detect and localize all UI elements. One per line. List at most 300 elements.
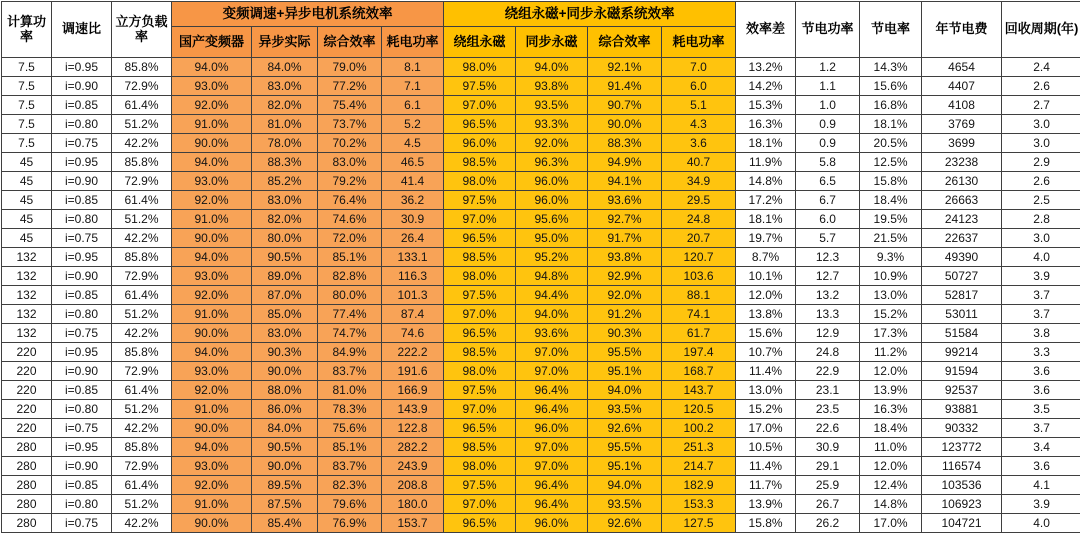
cell: 97.0% (444, 210, 516, 229)
cell: 83.7% (318, 457, 382, 476)
cell: 94.0% (588, 381, 662, 400)
cell: 16.3% (860, 400, 922, 419)
table-row (2, 495, 1080, 514)
cell: i=0.75 (52, 514, 112, 533)
cell: 88.1 (662, 286, 736, 305)
cell: i=0.95 (52, 343, 112, 362)
cell: 96.5% (444, 514, 516, 533)
cell: 99214 (922, 343, 1002, 362)
cell: 5.1 (662, 96, 736, 115)
cell: 75.6% (318, 419, 382, 438)
cell: 10.1% (736, 267, 796, 286)
cell: 87.5% (252, 495, 318, 514)
cell: 85.8% (112, 248, 172, 267)
cell: 2.9 (1002, 153, 1080, 172)
cell: 92.0% (172, 191, 252, 210)
cell: 18.1% (736, 210, 796, 229)
table-row (2, 77, 1080, 96)
cell: 3.7 (1002, 286, 1080, 305)
cell: 74.1 (662, 305, 736, 324)
col-header-sync-pm: 同步永磁 (516, 27, 588, 58)
cell: 3.8 (1002, 324, 1080, 343)
table-row (2, 229, 1080, 248)
cell: 94.0% (588, 476, 662, 495)
cell: 7.5 (2, 96, 52, 115)
cell: i=0.75 (52, 229, 112, 248)
cell: 191.6 (382, 362, 444, 381)
table-row (2, 191, 1080, 210)
cell: 72.9% (112, 267, 172, 286)
cell: 11.7% (736, 476, 796, 495)
cell: 94.8% (516, 267, 588, 286)
cell: 61.4% (112, 286, 172, 305)
cell: 3.7 (1002, 305, 1080, 324)
cell: 95.1% (588, 457, 662, 476)
cell: 143.9 (382, 400, 444, 419)
cell: 116574 (922, 457, 1002, 476)
cell: 96.4% (516, 400, 588, 419)
cell: 76.9% (318, 514, 382, 533)
cell: 208.8 (382, 476, 444, 495)
cell: 24.8 (662, 210, 736, 229)
table-row (2, 324, 1080, 343)
cell: 166.9 (382, 381, 444, 400)
cell: 81.0% (252, 115, 318, 134)
cell: 90.0% (172, 324, 252, 343)
cell: 94.0% (516, 305, 588, 324)
cell: 222.2 (382, 343, 444, 362)
cell: 3.7 (1002, 419, 1080, 438)
table-row (2, 400, 1080, 419)
cell: 78.0% (252, 134, 318, 153)
cell: 83.0% (318, 153, 382, 172)
cell: 79.6% (318, 495, 382, 514)
cell: 2.5 (1002, 191, 1080, 210)
cell: 3.0 (1002, 115, 1080, 134)
cell: 88.3% (252, 153, 318, 172)
table-row (2, 58, 1080, 77)
cell: i=0.80 (52, 210, 112, 229)
cell: 92.0% (588, 286, 662, 305)
cell: 93.8% (516, 77, 588, 96)
cell: 13.2 (796, 286, 860, 305)
cell: 85.0% (252, 305, 318, 324)
cell: 94.1% (588, 172, 662, 191)
cell: 90.0% (172, 134, 252, 153)
cell: 98.5% (444, 248, 516, 267)
cell: 86.0% (252, 400, 318, 419)
col-header-efficiency-difference: 效率差 (736, 2, 796, 58)
cell: 14.2% (736, 77, 796, 96)
cell: 51.2% (112, 115, 172, 134)
cell: 92.9% (588, 267, 662, 286)
cell: 12.0% (736, 286, 796, 305)
cell: 80.0% (252, 229, 318, 248)
col-header-computed-power: 计算功率 (2, 2, 52, 58)
cell: 84.0% (252, 419, 318, 438)
cell: i=0.80 (52, 495, 112, 514)
cell: 2.6 (1002, 172, 1080, 191)
cell: 132 (2, 324, 52, 343)
cell: 12.5% (860, 153, 922, 172)
cell: 1.2 (796, 58, 860, 77)
cell: 153.7 (382, 514, 444, 533)
cell: 82.8% (318, 267, 382, 286)
cell: 75.4% (318, 96, 382, 115)
cell: 92.0% (516, 134, 588, 153)
table-row (2, 343, 1080, 362)
cell: 5.8 (796, 153, 860, 172)
cell: 8.7% (736, 248, 796, 267)
cell: 61.4% (112, 96, 172, 115)
cell: 180.0 (382, 495, 444, 514)
cell: 4108 (922, 96, 1002, 115)
cell: 93.5% (516, 96, 588, 115)
cell: 96.5% (444, 115, 516, 134)
cell: i=0.85 (52, 96, 112, 115)
cell: 83.0% (252, 77, 318, 96)
cell: 51.2% (112, 305, 172, 324)
cell: 132 (2, 248, 52, 267)
cell: 90.5% (252, 438, 318, 457)
cell: 280 (2, 495, 52, 514)
cell: 82.0% (252, 96, 318, 115)
cell: 96.5% (444, 229, 516, 248)
cell: 97.0% (516, 438, 588, 457)
cell: 91.0% (172, 400, 252, 419)
cell: 90332 (922, 419, 1002, 438)
cell: 4.0 (1002, 248, 1080, 267)
cell: 220 (2, 343, 52, 362)
cell: 4.0 (1002, 514, 1080, 533)
cell: 0.9 (796, 134, 860, 153)
cell: 1.0 (796, 96, 860, 115)
cell: 97.0% (444, 305, 516, 324)
cell: 4.1 (1002, 476, 1080, 495)
cell: i=0.85 (52, 191, 112, 210)
cell: 280 (2, 438, 52, 457)
cell: 85.8% (112, 153, 172, 172)
cell: 97.0% (516, 362, 588, 381)
cell: 22637 (922, 229, 1002, 248)
cell: 96.0% (516, 172, 588, 191)
cell: 6.5 (796, 172, 860, 191)
cell: 40.7 (662, 153, 736, 172)
cell: i=0.90 (52, 457, 112, 476)
cell: 91.0% (172, 495, 252, 514)
cell: 87.0% (252, 286, 318, 305)
cell: 94.0% (516, 58, 588, 77)
cell: 91.0% (172, 210, 252, 229)
cell: 83.0% (252, 191, 318, 210)
cell: 51.2% (112, 495, 172, 514)
cell: 106923 (922, 495, 1002, 514)
cell: 51584 (922, 324, 1002, 343)
group-header-vfd-async-system-efficiency: 变频调速+异步电机系统效率 (172, 2, 444, 27)
cell: 280 (2, 476, 52, 495)
cell: 85.1% (318, 248, 382, 267)
cell: 0.9 (796, 115, 860, 134)
cell: 74.7% (318, 324, 382, 343)
cell: i=0.95 (52, 153, 112, 172)
cell: 93881 (922, 400, 1002, 419)
cell: 46.5 (382, 153, 444, 172)
cell: 30.9 (796, 438, 860, 457)
cell: 24.8 (796, 343, 860, 362)
cell: 20.7 (662, 229, 736, 248)
table-row (2, 115, 1080, 134)
col-header-saving-rate: 节电率 (860, 2, 922, 58)
cell: 19.5% (860, 210, 922, 229)
cell: 91.7% (588, 229, 662, 248)
cell: i=0.85 (52, 476, 112, 495)
cell: 11.4% (736, 457, 796, 476)
cell: 7.5 (2, 58, 52, 77)
cell: 45 (2, 191, 52, 210)
cell: 90.7% (588, 96, 662, 115)
cell: 11.9% (736, 153, 796, 172)
cell: 45 (2, 153, 52, 172)
cell: 13.9% (736, 495, 796, 514)
cell: 3.6 (1002, 381, 1080, 400)
cell: 92.6% (588, 419, 662, 438)
cell: 42.2% (112, 134, 172, 153)
cell: 91.0% (172, 305, 252, 324)
cell: 120.7 (662, 248, 736, 267)
cell: 123772 (922, 438, 1002, 457)
cell: 94.0% (172, 438, 252, 457)
cell: 61.4% (112, 381, 172, 400)
cell: 61.7 (662, 324, 736, 343)
col-header-cubic-load-rate: 立方负载率 (112, 2, 172, 58)
cell: i=0.90 (52, 172, 112, 191)
col-header-payback-period-years: 回收周期(年) (1002, 2, 1080, 58)
cell: 7.5 (2, 77, 52, 96)
cell: 94.0% (172, 58, 252, 77)
cell: 3.9 (1002, 495, 1080, 514)
cell: 36.2 (382, 191, 444, 210)
cell: i=0.90 (52, 267, 112, 286)
efficiency-comparison-table (1, 1, 1080, 533)
cell: 26.2 (796, 514, 860, 533)
cell: 4654 (922, 58, 1002, 77)
cell: i=0.90 (52, 77, 112, 96)
col-header-power-consumption-pm: 耗电功率 (662, 27, 736, 58)
cell: 97.0% (444, 96, 516, 115)
cell: 45 (2, 210, 52, 229)
cell: 132 (2, 305, 52, 324)
cell: 13.0% (860, 286, 922, 305)
cell: 70.2% (318, 134, 382, 153)
cell: 77.4% (318, 305, 382, 324)
table-row (2, 457, 1080, 476)
table-row (2, 476, 1080, 495)
cell: 90.0% (252, 362, 318, 381)
cell: 24123 (922, 210, 1002, 229)
cell: 98.5% (444, 153, 516, 172)
cell: i=0.95 (52, 58, 112, 77)
cell: 3.0 (1002, 229, 1080, 248)
cell: 220 (2, 362, 52, 381)
cell: 42.2% (112, 229, 172, 248)
cell: 88.0% (252, 381, 318, 400)
cell: 280 (2, 514, 52, 533)
cell: 89.5% (252, 476, 318, 495)
cell: 214.7 (662, 457, 736, 476)
cell: 92.6% (588, 514, 662, 533)
cell: 15.2% (736, 400, 796, 419)
cell: 132 (2, 286, 52, 305)
cell: 94.4% (516, 286, 588, 305)
cell: 282.2 (382, 438, 444, 457)
cell: 45 (2, 229, 52, 248)
cell: 94.0% (172, 343, 252, 362)
cell: i=0.80 (52, 305, 112, 324)
cell: 96.0% (444, 134, 516, 153)
cell: 132 (2, 267, 52, 286)
cell: i=0.75 (52, 324, 112, 343)
cell: 23.1 (796, 381, 860, 400)
cell: 93.0% (172, 172, 252, 191)
cell: 13.2% (736, 58, 796, 77)
cell: 7.5 (2, 134, 52, 153)
cell: 93.8% (588, 248, 662, 267)
cell: 2.6 (1002, 77, 1080, 96)
cell: 15.2% (860, 305, 922, 324)
cell: 92.0% (172, 286, 252, 305)
cell: 3769 (922, 115, 1002, 134)
cell: 95.2% (516, 248, 588, 267)
cell: 19.7% (736, 229, 796, 248)
cell: 6.0 (796, 210, 860, 229)
cell: 85.8% (112, 58, 172, 77)
cell: 26663 (922, 191, 1002, 210)
cell: 104721 (922, 514, 1002, 533)
cell: 3.5 (1002, 400, 1080, 419)
cell: 90.0% (172, 514, 252, 533)
cell: 94.9% (588, 153, 662, 172)
cell: 26.7 (796, 495, 860, 514)
cell: 120.5 (662, 400, 736, 419)
cell: i=0.85 (52, 286, 112, 305)
cell: 280 (2, 457, 52, 476)
cell: 96.5% (444, 324, 516, 343)
cell: 42.2% (112, 324, 172, 343)
cell: 26130 (922, 172, 1002, 191)
cell: 83.7% (318, 362, 382, 381)
cell: 143.7 (662, 381, 736, 400)
cell: 23.5 (796, 400, 860, 419)
cell: 95.6% (516, 210, 588, 229)
cell: 96.0% (516, 514, 588, 533)
cell: 93.6% (516, 324, 588, 343)
cell: 92.0% (172, 381, 252, 400)
cell: 21.5% (860, 229, 922, 248)
cell: 49390 (922, 248, 1002, 267)
cell: 116.3 (382, 267, 444, 286)
table-row (2, 248, 1080, 267)
cell: 6.7 (796, 191, 860, 210)
cell: 3699 (922, 134, 1002, 153)
cell: 133.1 (382, 248, 444, 267)
cell: 72.9% (112, 77, 172, 96)
cell: i=0.85 (52, 381, 112, 400)
cell: 73.7% (318, 115, 382, 134)
cell: 13.8% (736, 305, 796, 324)
cell: 103536 (922, 476, 1002, 495)
cell: 11.2% (860, 343, 922, 362)
table-row (2, 153, 1080, 172)
cell: 14.8% (860, 495, 922, 514)
cell: 96.5% (444, 419, 516, 438)
cell: 97.5% (444, 191, 516, 210)
table-body (2, 58, 1080, 533)
cell: 98.0% (444, 267, 516, 286)
cell: 97.0% (516, 457, 588, 476)
cell: 92.7% (588, 210, 662, 229)
cell: 93.0% (172, 457, 252, 476)
cell: 90.5% (252, 248, 318, 267)
cell: 94.0% (172, 248, 252, 267)
cell: 93.0% (172, 362, 252, 381)
col-header-power-saved: 节电功率 (796, 2, 860, 58)
table-row (2, 267, 1080, 286)
cell: i=0.75 (52, 419, 112, 438)
cell: 83.0% (252, 324, 318, 343)
cell: 100.2 (662, 419, 736, 438)
cell: 96.3% (516, 153, 588, 172)
cell: 12.0% (860, 457, 922, 476)
cell: 251.3 (662, 438, 736, 457)
cell: 5.2 (382, 115, 444, 134)
cell: 17.0% (860, 514, 922, 533)
cell: 95.5% (588, 343, 662, 362)
cell: 8.1 (382, 58, 444, 77)
table-row (2, 362, 1080, 381)
cell: 95.1% (588, 362, 662, 381)
cell: 3.4 (1002, 438, 1080, 457)
table-row (2, 419, 1080, 438)
cell: 29.5 (662, 191, 736, 210)
cell: 97.0% (444, 495, 516, 514)
col-header-annual-saving-cost: 年节电费 (922, 2, 1002, 58)
cell: 18.4% (860, 419, 922, 438)
cell: i=0.75 (52, 134, 112, 153)
cell: 92.0% (172, 476, 252, 495)
cell: i=0.95 (52, 438, 112, 457)
cell: 127.5 (662, 514, 736, 533)
cell: 97.5% (444, 381, 516, 400)
cell: 220 (2, 400, 52, 419)
cell: 10.9% (860, 267, 922, 286)
cell: 16.8% (860, 96, 922, 115)
table-row (2, 172, 1080, 191)
cell: 3.6 (662, 134, 736, 153)
cell: 103.6 (662, 267, 736, 286)
cell: 61.4% (112, 476, 172, 495)
cell: 23238 (922, 153, 1002, 172)
cell: 13.0% (736, 381, 796, 400)
cell: 45 (2, 172, 52, 191)
col-header-wound-pm: 绕组永磁 (444, 27, 516, 58)
cell: 15.6% (736, 324, 796, 343)
cell: 12.9 (796, 324, 860, 343)
table-row (2, 438, 1080, 457)
cell: 90.0% (172, 419, 252, 438)
cell: 95.0% (516, 229, 588, 248)
cell: 93.3% (516, 115, 588, 134)
cell: 220 (2, 381, 52, 400)
